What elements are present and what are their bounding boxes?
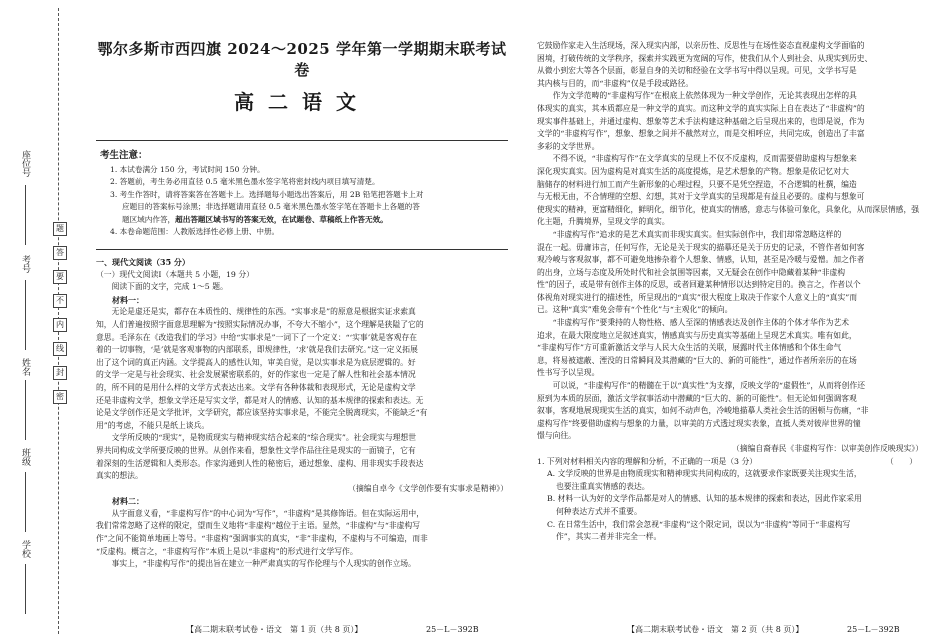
question-1-stem <box>537 456 923 469</box>
option-a: A. 文学反映的世界是由物质现实和精神现实共同构成的，这就要求作家既要关注现实生活， <box>547 469 862 479</box>
answer-paren: （ ） <box>885 456 917 466</box>
seal-char: 答 <box>53 246 67 260</box>
text-line: 界共同构成文学所要反映的世界。从创作来看，想象性文学作品往往是现实的一面镜子，它有 <box>96 445 416 455</box>
seal-char: 封 <box>53 366 67 380</box>
class-field <box>25 472 26 532</box>
text-line: 知，人们普遍按照字面意思理解为“按照实际情况办事，不夸大不缩小”，这个理解是狭隘了它的 <box>96 319 424 329</box>
source-citation: （摘编自裔春民《非虚构写作：以审美创作反映现实》） <box>731 444 923 453</box>
option-c-cont: 作”，其实二者并非完全一样。 <box>556 532 662 542</box>
exam-no-field <box>25 280 26 350</box>
seat-label: 座位号 <box>20 150 30 177</box>
text-line: 的文学一定是与社会现实、社会发展紧密联系的，好的作家也一定是了解人性和社会基本情况 <box>96 370 416 380</box>
exam-title: 鄂尔多斯市西四旗 2024～2025 学年第一学期期末联考试卷 <box>97 40 507 79</box>
text-line: 憬与向往。 <box>537 431 576 441</box>
seal-char: 内 <box>53 318 67 332</box>
notice-box <box>96 140 508 250</box>
seal-char: 线 <box>53 342 67 356</box>
text-line: 不得不说，“非虚构写作”在文学真实的呈现上不仅不反虚构，反而需要借助虚构与想象来 <box>552 154 857 164</box>
notice-item: 3. 考生作答时，请将答案答在答题卡上。选择题每小题选出答案后，用 2B 铅笔把答题卡上对 <box>110 189 424 199</box>
instruction: 阅读下面的文字，完成 1～5 题。 <box>111 282 228 292</box>
text-line: 混在一起。毋庸讳言，任何写作，无论是关于现实的描摹还是关于历史的记录，不管作者如何客 <box>537 242 865 252</box>
text-line: 论是文学创作还是文学批评，文学研究，都应该坚持实事求是，不能完全脱离现实，不能缺乏“有 <box>96 408 428 418</box>
school-field <box>25 564 26 614</box>
text-line: 它鼓励作家走入生活现场，深入现实内部，以亲历性、反思性与在场性姿态直视虚构文学面临的 <box>537 41 865 50</box>
seal-char: 不 <box>53 294 67 308</box>
text-line: 我们常常忽略了这样的限定，望而生义地将“非虚构”越位于主语。显然，“非虚构”与“非虚构写 <box>96 521 421 531</box>
text-line: “非虚构写作”追求的是艺术真实而非现实真实。但实际创作中，我们却常忽略这样的 <box>552 229 842 239</box>
text-line: 使现实的精神，更富精细化，鲜明化，细节化，使真实的情感，意志与体验可象化，具象化，从而深层情感，强 <box>537 204 920 214</box>
footer-page-label: 【高二期末联考试卷・语文 第 2 页（共 8 页）】 <box>627 625 804 634</box>
binding-margin <box>0 0 72 642</box>
source-citation: （摘编自卓今《文学创作要有实事求是精神》） <box>348 483 508 493</box>
reading-section <box>96 256 508 571</box>
class-label: 班级 <box>20 448 30 466</box>
text-line: 化主题，升腾境界，呈现文学的真实。 <box>537 217 670 227</box>
notice-item: 2. 答题前，考生务必用直径 0.5 毫米黑色墨水签字笔将密封线内项目填写清楚。 <box>110 177 380 187</box>
text-line: 困境，打破传统的文学秩序，探索并实践更为宽阔的写作，使我们从个人到社会、从现实到历史、 <box>537 53 873 63</box>
option-b-cont: 何种表达方式并不重要。 <box>556 506 642 516</box>
text-line: 体视角对现实进行的描述性，所呈现出的“真实”很大程度上取决于作家个人意义上的“真实”而 <box>537 292 858 302</box>
text-line: 追求，在最大限度地立足叙述真实，情感真实与历史真实等基础上呈现艺术真实。唯有如此， <box>537 330 857 340</box>
seal-char: 题 <box>53 222 67 236</box>
footer-left <box>186 624 362 635</box>
text-line: 着的一切事物，‘是’就是客观事物的内部联系，即规律性，‘求’就是我们去研究。”这一定义拓展 <box>96 345 418 355</box>
text-line: 的，所不同的是用什么样的文学方式表达出来。文学有各种体裁和表现形式，无论是虚构文学 <box>96 382 416 392</box>
text-line: 性”的因子，或是带有创作主体的反思，或者回避某种情形以达到特定目的。换言之，作者以个 <box>537 280 861 290</box>
name-field <box>25 380 26 440</box>
text-line: 多彩的文学世界。 <box>537 141 600 151</box>
text-line: 体现实的真实，其本质都应是一种文学的真实。而这种文学的真实实际上自在表达了“非虚构”的 <box>537 103 865 113</box>
text-line: 事实上，“非虚构写作”的提出旨在建立一种严肃真实的写作伦理与个人现实的创作立场。 <box>111 559 416 569</box>
notice-item: 1. 本试卷满分 150 分，考试时间 150 分钟。 <box>110 165 265 174</box>
text-line: 观冷峻与客观叙事，都不可避免地掺杂着个人想象、情感，认知，甚至是冷暖与爱憎。加之作者 <box>537 255 865 265</box>
text-line: 从微小到宏大等各个层面，彰显自身的关切和经验在文学书写中得以呈现。可见，文学书写是 <box>537 66 857 76</box>
option-b: B. 材料一认为好的文学作品都是对人的情感、认知的基本规律的探索和表达，因此作家采用 <box>547 494 862 504</box>
notice-text: 题区域内作答， <box>122 214 176 224</box>
text-line: 作”之间不能简单地画上等号。“非虚构”强调事实的真实，“非”非虚构，不虚构与不可编造，而非 <box>96 534 428 544</box>
seat-field <box>25 185 26 245</box>
text-line: 作为文学范畴的“非虚构写作”在根底上依然体现为一种文学创作，无论其表现出怎样的具 <box>552 91 857 101</box>
text-line: 现实事件基础上，并通过虚构、想象等艺术手法构建这种基础之后呈现出来的，也即是说，作为 <box>537 116 865 126</box>
text-line: 息，将易被遮蔽、湮没的日常瞬间及其潜藏的“巨大的、新的可能性”，通过作者所亲历的在场 <box>537 355 857 365</box>
text-line: 用”的考虑，不能只是纸上谈兵。 <box>96 420 210 430</box>
text-line: 脑储存的材料进行加工而产生新形象的心理过程，只要不是凭空捏造，不合逻辑的杜撰，编造 <box>537 179 857 189</box>
text-line: 的出身，立场与态度及所处时代和社会氛围等因素，又无疑会在创作中隐藏着某种“非虚构 <box>537 267 846 277</box>
text-line: 意思。毛泽东在《改造我们的学习》中给“实事求是”一词下了一个定义：“‘实事’就是客观存在 <box>96 332 417 342</box>
footer-right <box>627 624 803 635</box>
subsection-heading: （一）现代文阅读Ⅰ（本题共 5 小题，19 分） <box>96 269 254 279</box>
footer-page-label: 【高二期末联考试卷・语文 第 1 页（共 8 页）】 <box>186 625 363 634</box>
section-heading: 一、现代文阅读（35 分） <box>96 257 190 267</box>
notice-item: 应题目的答案标号涂黑；非选择题请用直径 0.5 毫米黑色墨水签字笔在答题卡上各题的答 <box>122 202 420 212</box>
text-line: 还是非虚构文学，想象文学还是写实文学，都是对人的情感、认知的基本规律的探索和表达。无 <box>96 395 424 405</box>
text-line: 从字面意义看，“非虚构写作”的中心词为“写作”，“非虚构”是其修饰语。但在实际运用中， <box>111 508 424 518</box>
right-column <box>537 0 923 642</box>
text-line: 与无根无由，不合情理的空想、幻想，其对于文学真实的呈现都是有益且必要的。虚构与想象可 <box>537 192 865 202</box>
left-column <box>96 0 508 642</box>
notice-item: 4. 本卷命题范围：人教版选择性必修上册、中册。 <box>110 227 280 237</box>
option-a-cont: 也要注重真实情感的表达。 <box>556 481 650 491</box>
notice-emphasis: 超出答题区域书写的答案无效，在试题卷、草稿纸上作答无效。 <box>175 214 388 224</box>
text-line: 可以说，“非虚构写作”的精髓在于以“真实性”为支撑，反映文学的“虚假性”，从而将创作还 <box>552 381 865 391</box>
notice-title: 考生注意： <box>100 150 148 161</box>
text-line: 已。这种“真实”难免会带有“个性化”与“主观化”的倾向。 <box>537 305 733 315</box>
material-label: 材料二： <box>112 496 144 507</box>
text-line: 性书写予以呈现。 <box>537 368 600 378</box>
name-label: 姓名 <box>20 358 30 376</box>
text-line: 其内核与目的，而“非虚构”仅是手段或路径。 <box>537 78 694 88</box>
text-line: 文学所反映的“现实”，是物质现实与精神现实结合起来的“综合现实”。社会现实与理想世 <box>111 433 417 443</box>
text-line: 原到为本质的层面，激活文学叙事活动中潜藏的“巨大的、新的可能性”。但无论如何强调客观 <box>537 393 857 403</box>
text-line: 着深刻的生活逻辑和人类形态。作家沟通到人性的秘密后，通过想象、虚构、用非现实手段表达 <box>96 458 424 468</box>
text-line: “反虚构。概言之，“非虚构写作”本质上是以“非虚构”的形式进行文学写作。 <box>96 546 358 556</box>
seal-char: 要 <box>53 270 67 284</box>
text-line: 叙事，客观地展现现实生活的真实，如何不动声色，冷峻地描摹人类社会生活的困顿与伤痛，“非 <box>537 406 869 416</box>
text-line: 虚构写作”终要借助虚构与想象的力量，以审美的方式透过现实表象，直抵人类对彼岸世界的憧 <box>537 418 861 428</box>
seal-char: 密 <box>53 390 67 404</box>
exam-no-label: 考号 <box>20 255 30 273</box>
material-label: 材料一： <box>112 294 144 305</box>
text-line: “非虚构写作”要秉持的人物性格、感人至深的情感表达及创作主体的个体才华作为艺术 <box>552 318 850 328</box>
option-c: C. 在日常生活中，我们常会忽视“非虚构”这个限定词，误以为“非虚构”等同于“非虚构写 <box>547 519 851 529</box>
question-text: 1. 下列对材料相关内容的理解和分析，不正确的一项是（3 分） <box>537 456 758 466</box>
text-line: 无论是虚还是实，都存在本质性的、规律性的东西。“实事求是”的原意是根据实证求索真 <box>111 307 416 317</box>
footer-code-right: 25－L－392B <box>847 625 900 634</box>
footer-code-left: 25－L－392B <box>426 625 479 634</box>
school-label: 学校 <box>20 540 30 558</box>
subject-title: 高二语文 <box>234 90 370 114</box>
text-line: 真实的想法。 <box>96 471 143 481</box>
text-line: “非虚构写作”方可重新激活文学与人民大众生活的关联，展露时代主体情感和个体生命气 <box>537 343 842 353</box>
text-line: 深化现实真实。因为虚构是对真实生活的高度提炼，是艺术想象的产物。想象是依记忆对大 <box>537 166 849 176</box>
notice-item <box>122 214 508 226</box>
text-line: 出了这个词的真正内涵。文学提高人的感性认知，审美自觉，是以实事求是为底层逻辑的。好 <box>96 357 416 367</box>
reading-continued <box>537 40 923 544</box>
text-line: 文学的“非虚构写作”，想象、想象之间并不截然对立，而是交相呼应，共同完成，创造出了丰富 <box>537 129 865 139</box>
